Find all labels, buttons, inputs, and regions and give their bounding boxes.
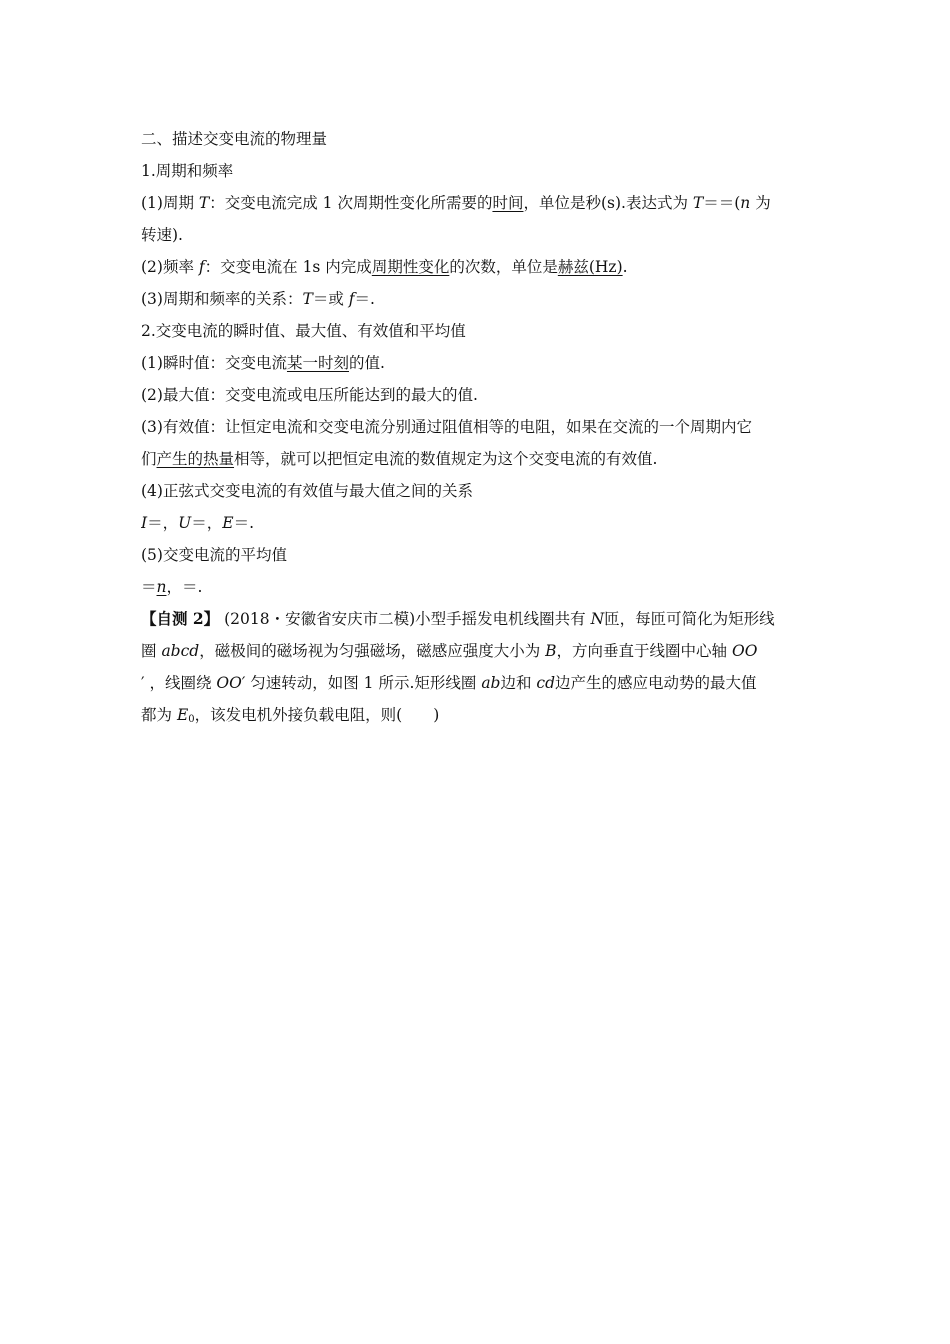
symbol-cd: cd xyxy=(536,674,556,692)
symbol-B: B xyxy=(545,642,557,660)
paragraph-period xyxy=(141,187,813,219)
symbol-n: n xyxy=(740,194,751,212)
text: ，＝. xyxy=(166,578,203,596)
paragraph-effective-cont xyxy=(141,443,813,475)
section-title xyxy=(141,123,813,155)
text: 为 xyxy=(750,194,771,212)
paragraph-effective xyxy=(141,411,813,443)
text: 边和 xyxy=(500,674,537,692)
text: (3)周期和频率的关系： xyxy=(141,290,303,308)
text: ＝ xyxy=(141,578,157,596)
text: 匀速转动，如图 1 所示.矩形线圈 xyxy=(245,674,482,692)
text: (3)有效值：让恒定电流和交变电流分别通过阻值相等的电阻，如果在交流的一个周期内它 xyxy=(141,418,752,436)
text: ，该发电机外接负载电阻，则( ) xyxy=(194,706,440,724)
paragraph-average xyxy=(141,539,813,571)
text: ，单位是秒(s).表达式为 xyxy=(523,194,693,212)
text: 们 xyxy=(141,450,157,468)
document-body xyxy=(141,123,813,731)
text: (5)交变电流的平均值 xyxy=(141,546,287,564)
heading-text: 2.交变电流的瞬时值、最大值、有效值和平均值 xyxy=(141,322,466,340)
symbol-E0: E xyxy=(176,706,189,724)
text: 圈 xyxy=(141,642,162,660)
symbol-N: N xyxy=(590,610,605,628)
symbol-abcd: abcd xyxy=(161,642,200,660)
underlined-answer: 某一时刻 xyxy=(286,354,349,372)
text: 的次数，单位是 xyxy=(449,258,558,276)
section-title-text: 二、描述交变电流的物理量 xyxy=(141,130,328,148)
symbol-T: T xyxy=(302,290,313,308)
exercise-tag: 【自测 2】 xyxy=(141,609,220,628)
symbol-OO-prime: OO′ xyxy=(216,674,246,692)
text: (2)频率 xyxy=(141,258,199,276)
paragraph-instantaneous xyxy=(141,347,813,379)
exercise-line-3 xyxy=(141,667,813,699)
heading-period-frequency xyxy=(141,155,813,187)
paragraph-frequency xyxy=(141,251,813,283)
symbol-E: E xyxy=(222,514,234,532)
underlined-answer: 周期性变化 xyxy=(371,258,450,276)
paragraph-relation xyxy=(141,283,813,315)
underlined-answer: 产生的热量 xyxy=(156,450,235,468)
formula-average xyxy=(141,571,813,603)
symbol-f: f xyxy=(348,290,355,308)
text: (2)最大值：交变电流或电压所能达到的最大的值. xyxy=(141,386,478,404)
exercise-line-2 xyxy=(141,635,813,667)
text: ′ ，线圈绕 xyxy=(141,674,217,692)
text: ＝＝( xyxy=(703,194,741,212)
underlined-answer: 赫兹(Hz) xyxy=(557,258,623,276)
paragraph-sinusoidal xyxy=(141,475,813,507)
text: 都为 xyxy=(141,706,177,724)
text: . xyxy=(622,258,628,276)
symbol-U: U xyxy=(178,514,192,532)
text: (4)正弦式交变电流的有效值与最大值之间的关系 xyxy=(141,482,473,500)
text: ＝. xyxy=(354,290,375,308)
heading-values xyxy=(141,315,813,347)
subscript-0: 0 xyxy=(188,714,195,725)
text: ：交变电流完成 1 次周期性变化所需要的 xyxy=(209,194,493,212)
text: 的值. xyxy=(348,354,385,372)
symbol-f: f xyxy=(198,258,205,276)
text: ＝或 xyxy=(312,290,349,308)
text: (1)瞬时值：交变电流 xyxy=(141,354,287,372)
exercise-line-4 xyxy=(141,699,813,731)
text: 相等，就可以把恒定电流的数值规定为这个交变电流的有效值. xyxy=(234,450,658,468)
heading-text: 1.周期和频率 xyxy=(141,162,234,180)
formula-effective xyxy=(141,507,813,539)
exercise-line-1 xyxy=(141,603,813,635)
symbol-I: I xyxy=(141,514,148,532)
text: 匝，每匝可简化为矩形线 xyxy=(604,610,775,628)
text: (1)周期 xyxy=(141,194,199,212)
symbol-n: n xyxy=(156,578,167,596)
paragraph-period-cont xyxy=(141,219,813,251)
text: ，磁极间的磁场视为匀强磁场，磁感应强度大小为 xyxy=(199,642,546,660)
symbol-T: T xyxy=(198,194,210,212)
symbol-ab: ab xyxy=(481,674,501,692)
text: 边产生的感应电动势的最大值 xyxy=(555,674,757,692)
symbol-T: T xyxy=(692,194,704,212)
text: ，方向垂直于线圈中心轴 xyxy=(556,642,732,660)
symbol-OO: OO xyxy=(731,642,758,660)
underlined-answer: 时间 xyxy=(492,194,524,212)
text: ＝， xyxy=(147,514,179,532)
text: ：交变电流在 1s 内完成 xyxy=(204,258,372,276)
text: ＝. xyxy=(233,514,254,532)
text: ＝， xyxy=(191,514,223,532)
paragraph-maximum xyxy=(141,379,813,411)
text: 转速). xyxy=(141,226,183,244)
text: (2018・安徽省安庆市二模)小型手摇发电机线圈共有 xyxy=(219,610,591,628)
